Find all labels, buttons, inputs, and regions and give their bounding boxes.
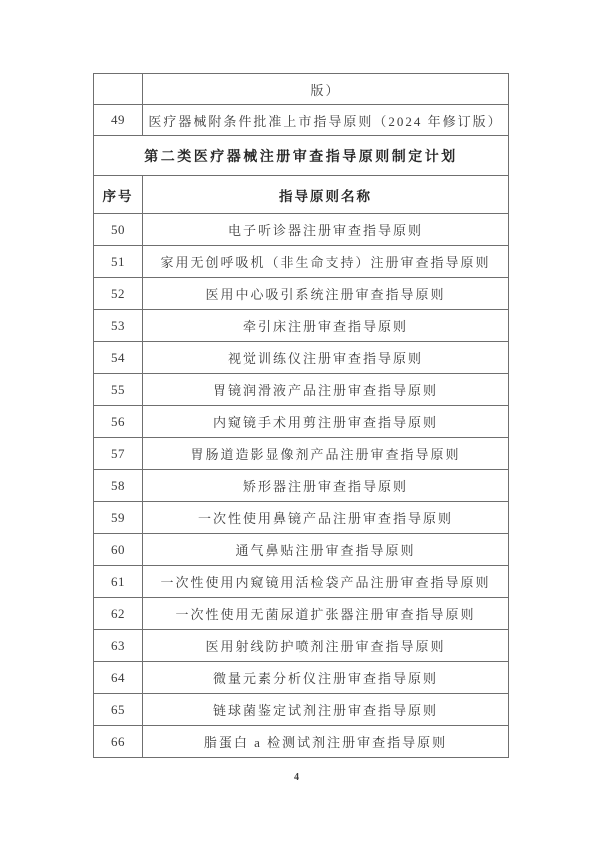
page-number: 4 [294,772,299,783]
name-cell: 链球菌鉴定试剂注册审查指导原则 [143,694,509,726]
table-row-continuation [94,74,509,105]
name-cell: 一次性使用鼻镜产品注册审查指导原则 [143,502,509,534]
seq-cell: 59 [94,502,143,534]
name-cell: 脂蛋白 a 检测试剂注册审查指导原则 [143,726,509,758]
name-cell: 矫形器注册审查指导原则 [143,470,509,502]
seq-cell: 57 [94,438,143,470]
table-row [94,694,509,726]
seq-cell: 58 [94,470,143,502]
name-cell: 一次性使用无菌尿道扩张器注册审查指导原则 [143,598,509,630]
column-header-row [94,176,509,214]
table-row [94,502,509,534]
table-row [94,534,509,566]
table-row [94,630,509,662]
seq-cell: 49 [94,105,143,136]
table-row [94,726,509,758]
seq-cell: 53 [94,310,143,342]
table-row [94,214,509,246]
seq-cell: 50 [94,214,143,246]
table-row [94,438,509,470]
seq-cell: 52 [94,278,143,310]
name-cell: 医用中心吸引系统注册审查指导原则 [143,278,509,310]
name-cell: 一次性使用内窥镜用活检袋产品注册审查指导原则 [143,566,509,598]
table-row [94,278,509,310]
table-row [94,406,509,438]
name-cell: 内窥镜手术用剪注册审查指导原则 [143,406,509,438]
table-row [94,598,509,630]
table-row [94,662,509,694]
seq-cell: 60 [94,534,143,566]
table-row [94,105,509,136]
name-cell: 版） [143,74,509,105]
guidance-principles-table [93,73,509,758]
name-cell: 家用无创呼吸机（非生命支持）注册审查指导原则 [143,246,509,278]
seq-cell: 63 [94,630,143,662]
name-cell: 微量元素分析仪注册审查指导原则 [143,662,509,694]
name-cell: 医用射线防护喷剂注册审查指导原则 [143,630,509,662]
table-row [94,374,509,406]
seq-cell: 65 [94,694,143,726]
name-cell: 视觉训练仪注册审查指导原则 [143,342,509,374]
seq-cell: 61 [94,566,143,598]
name-cell: 医疗器械附条件批准上市指导原则（2024 年修订版） [143,105,509,136]
name-cell: 胃镜润滑液产品注册审查指导原则 [143,374,509,406]
name-cell: 通气鼻贴注册审查指导原则 [143,534,509,566]
table-row [94,342,509,374]
table-row [94,470,509,502]
table-row [94,246,509,278]
seq-cell: 66 [94,726,143,758]
seq-cell: 64 [94,662,143,694]
name-cell: 电子听诊器注册审查指导原则 [143,214,509,246]
name-cell: 牵引床注册审查指导原则 [143,310,509,342]
table-row [94,566,509,598]
column-header-name: 指导原则名称 [143,176,509,214]
section-title: 第二类医疗器械注册审查指导原则制定计划 [94,136,509,176]
seq-cell: 62 [94,598,143,630]
section-title-row [94,136,509,176]
name-cell: 胃肠道造影显像剂产品注册审查指导原则 [143,438,509,470]
seq-cell: 55 [94,374,143,406]
column-header-seq: 序号 [94,176,143,214]
seq-cell: 56 [94,406,143,438]
seq-cell [94,74,143,105]
table-row [94,310,509,342]
seq-cell: 51 [94,246,143,278]
seq-cell: 54 [94,342,143,374]
